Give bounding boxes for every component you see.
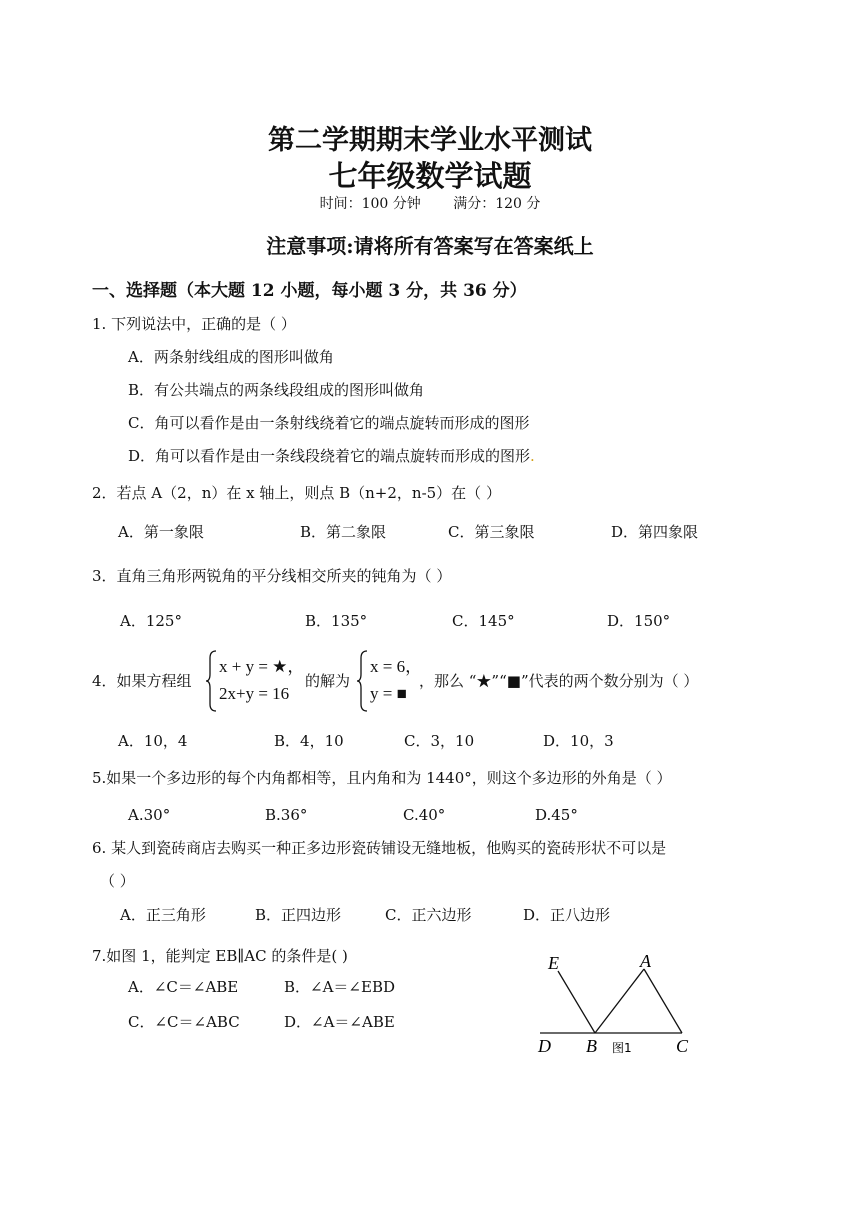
q7-option-c: C．∠C＝∠ABC xyxy=(128,1013,240,1031)
q2-option-a: A．第一象限 xyxy=(118,523,204,541)
label-a: A xyxy=(640,951,651,971)
label-c: C xyxy=(676,1036,689,1056)
q2-option-d: D．第四象限 xyxy=(611,523,699,541)
q4-sol1: x = 6， xyxy=(370,657,423,676)
label-d: D xyxy=(538,1036,551,1056)
q4-system xyxy=(206,648,306,712)
q3-option-b: B．135° xyxy=(305,612,368,630)
exam-title: 第二学期期末学业水平测试 xyxy=(268,125,592,156)
section-heading: 一、选择题（本大题 12 小题，每小题 3 分，共 36 分） xyxy=(92,281,527,301)
q1-option-d xyxy=(128,445,535,466)
q1-option-b: B．有公共端点的两条线段组成的图形叫做角 xyxy=(128,381,425,399)
q4-option-c: C．3，10 xyxy=(404,732,475,750)
q5-stem: 5.如果一个多边形的每个内角都相等，且内角和为 1440°，则这个多边形的外角是（ ） xyxy=(92,769,672,787)
segment-ba xyxy=(595,969,644,1033)
q5-option-b: B.36° xyxy=(265,806,308,824)
q5-option-c: C.40° xyxy=(403,806,446,824)
figure-caption: 图1 xyxy=(612,1041,632,1055)
q4-sol2: y = ■ xyxy=(370,684,407,703)
q3-stem: 3．直角三角形两锐角的平分线相交所夹的钝角为（ ） xyxy=(92,567,452,585)
q4-option-b: B．4，10 xyxy=(274,732,344,750)
label-b: B xyxy=(586,1036,597,1056)
q7-option-d: D．∠A＝∠ABE xyxy=(284,1013,395,1031)
q1-option-d-text: D．角可以看作是由一条线段绕着它的端点旋转而形成的图形 xyxy=(128,447,531,465)
exam-score: 满分：120 分 xyxy=(453,196,541,212)
q2-option-c: C．第三象限 xyxy=(448,523,535,541)
exam-time: 时间：100 分钟 xyxy=(319,196,421,212)
q6-option-c: C．正六边形 xyxy=(385,906,472,924)
q7-option-b: B．∠A＝∠EBD xyxy=(284,978,395,996)
q4-eq1: x + y = ★， xyxy=(219,657,305,676)
q4-option-a: A．10，4 xyxy=(118,732,188,750)
q4-solution-brace xyxy=(357,650,369,712)
label-e: E xyxy=(548,953,559,973)
q5-option-d: D.45° xyxy=(535,806,578,824)
q3-option-d: D．150° xyxy=(607,612,671,630)
q4-option-d: D．10，3 xyxy=(543,732,614,750)
q1-option-a: A．两条射线组成的图形叫做角 xyxy=(128,348,334,366)
q4-stem-prefix: 4．如果方程组 xyxy=(92,672,192,690)
exam-subtitle: 七年级数学试题 xyxy=(328,159,532,193)
q2-option-b: B．第二象限 xyxy=(300,523,387,541)
q6-option-a: A．正三角形 xyxy=(120,906,206,924)
q2-stem: 2．若点 A（2，n）在 x 轴上，则点 B（n+2，n-5）在（ ） xyxy=(92,484,501,502)
q3-option-a: A．125° xyxy=(120,612,182,630)
q4-middle: 的解为 xyxy=(305,672,351,690)
q5-option-a: A.30° xyxy=(128,806,171,824)
q6-stem: 6. 某人到瓷砖商店去购买一种正多边形瓷砖铺设无缝地板，他购买的瓷砖形状不可以是 xyxy=(92,839,667,857)
figure-1 xyxy=(530,945,720,1060)
q4-system-brace xyxy=(206,650,218,712)
q3-option-c: C．145° xyxy=(452,612,515,630)
exam-notice: 注意事项:请将所有答案写在答案纸上 xyxy=(266,234,594,258)
edit-mark: . xyxy=(530,447,535,465)
q1-option-c: C．角可以看作是由一条射线绕着它的端点旋转而形成的图形 xyxy=(128,414,530,432)
q6-stem-cont: （ ） xyxy=(100,872,135,890)
q4-eq2: 2x+y = 16 xyxy=(219,684,290,703)
q7-stem: 7.如图 1，能判定 EB∥AC 的条件是( ) xyxy=(92,947,348,965)
q4-solution xyxy=(357,648,427,712)
q6-option-d: D．正八边形 xyxy=(523,906,611,924)
q4-stem-suffix: ，那么 “★”“■”代表的两个数分别为（ ） xyxy=(419,672,699,690)
exam-meta xyxy=(0,193,860,213)
segment-eb xyxy=(558,971,595,1033)
segment-ac xyxy=(644,969,682,1033)
q6-option-b: B．正四边形 xyxy=(255,906,342,924)
q7-option-a: A．∠C＝∠ABE xyxy=(128,978,239,996)
q1-stem: 1. 下列说法中，正确的是（ ） xyxy=(92,315,296,333)
